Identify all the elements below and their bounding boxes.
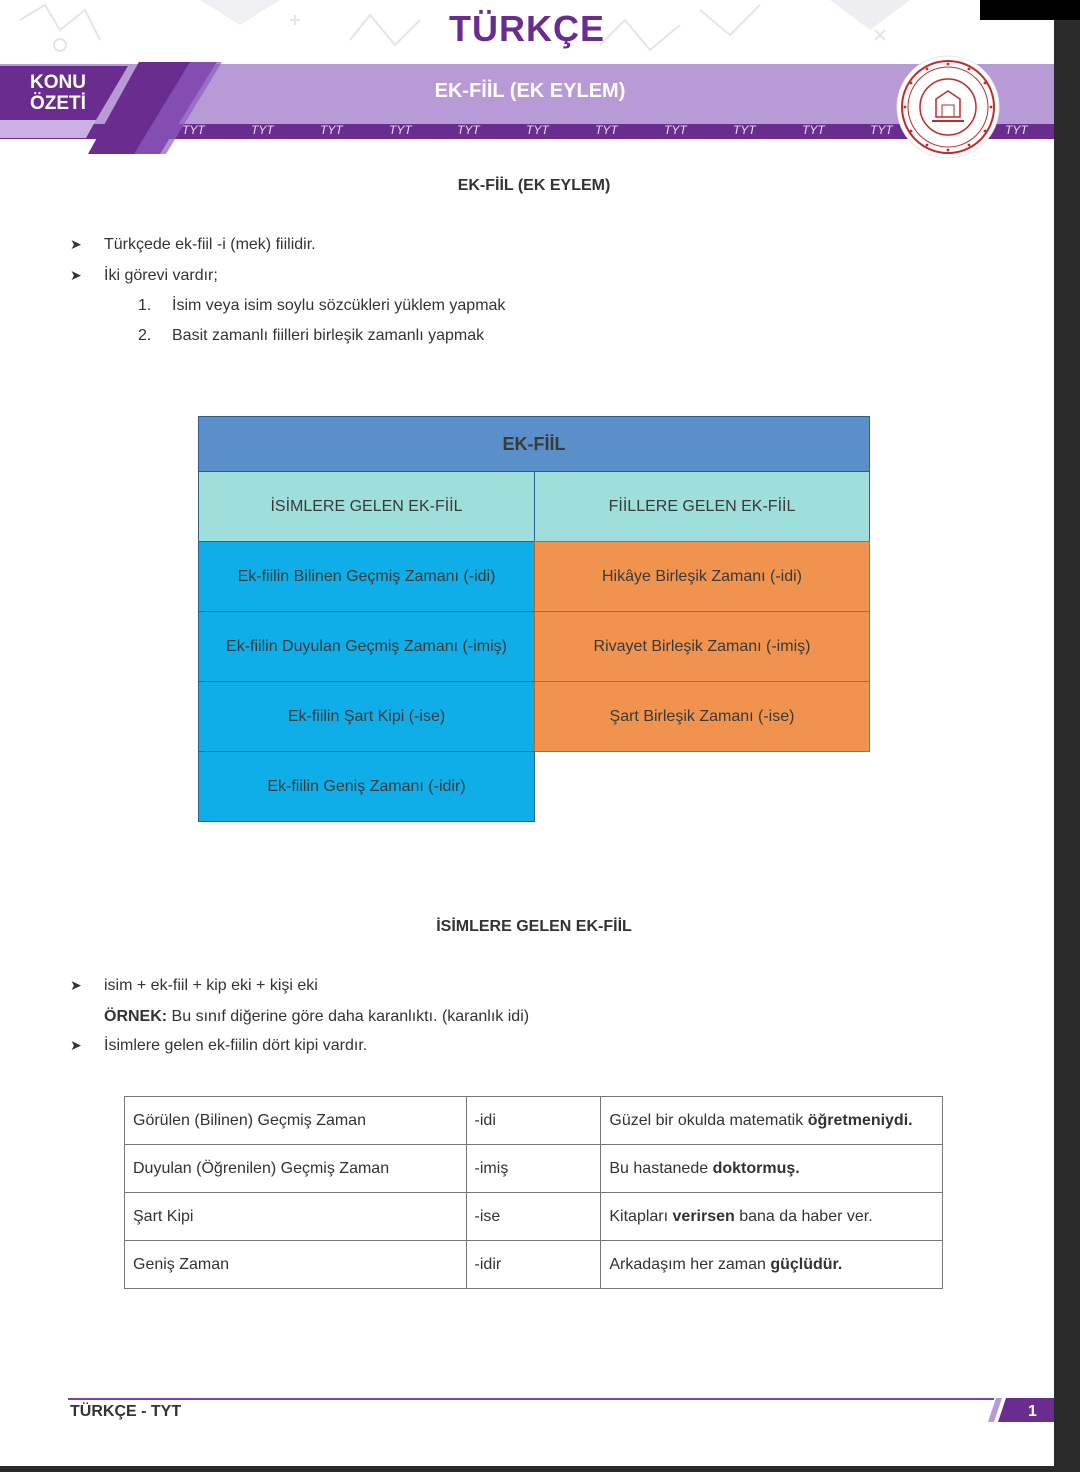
tyt-label: TYT [802,123,825,137]
page-badge-shape [988,1398,1054,1426]
numbered-item: 1. İsim veya isim soylu sözcükleri yüklem yapmak [138,297,506,314]
table-row [125,1145,943,1193]
page-title: TÜRKÇE [449,8,605,49]
kip-name: Duyulan (Öğrenilen) Geçmiş Zaman [125,1145,467,1193]
tyt-label: TYT [457,123,480,137]
bullet-item: ➤ Türkçede ek-fiil -i (mek) fiilidir. [70,236,316,253]
bullet-item: ➤ isim + ek-fiil + kip eki + kişi eki [70,977,318,994]
table-row [125,1097,943,1145]
diagram-left-item: Ek-fiilin Bilinen Geçmiş Zamanı (-idi) [198,541,535,612]
diagram-left-item: Ek-fiilin Duyulan Geçmiş Zamanı (-imiş) [198,611,535,682]
section-title-ekfiil: EK-FİİL (EK EYLEM) [457,177,611,194]
tyt-label: TYT [1005,123,1028,137]
bullet-item: ➤ İsimlere gelen ek-fiilin dört kipi vardır. [70,1037,368,1054]
kip-suffix: -idi [466,1097,601,1145]
footer-label: TÜRKÇE - TYT [70,1403,182,1420]
kip-suffix: -ise [466,1193,601,1241]
kip-name: Geniş Zaman [125,1241,467,1289]
kip-example: Kitapları verirsen bana da haber ver. [601,1193,943,1241]
tyt-label: TYT [251,123,274,137]
arrow-bullet-icon: ➤ [70,267,82,283]
section-title-isimlere: İSİMLERE GELEN EK-FİİL [436,918,632,935]
table-row [125,1241,943,1289]
page-number-badge [988,1398,1054,1426]
tyt-label: TYT [526,123,549,137]
page-edge [1054,20,1080,1472]
kip-name: Şart Kipi [125,1193,467,1241]
tyt-label: TYT [595,123,618,137]
footer-divider [68,1398,994,1400]
kip-example: Arkadaşım her zaman güçlüdür. [601,1241,943,1289]
arrow-bullet-icon: ➤ [70,1037,82,1053]
diagram-right-item: Şart Birleşik Zamanı (-ise) [534,681,870,752]
diagram-left-item: Ek-fiilin Geniş Zamanı (-idir) [198,751,535,822]
diagram-left-item: Ek-fiilin Şart Kipi (-ise) [198,681,535,752]
kip-example: Güzel bir okulda matematik öğretmeniydi. [601,1097,943,1145]
table-row [125,1193,943,1241]
konu-ozeti-badge: KONU ÖZETİ [30,72,86,114]
example-line: ÖRNEK: Bu sınıf diğerine göre daha karanlıktı. (karanlık idi) [104,1008,530,1025]
diagram-header: EK-FİİL [198,416,870,472]
tyt-label: TYT [320,123,343,137]
kip-table [124,1096,943,1289]
diagram-right-item: Rivayet Birleşik Zamanı (-imiş) [534,611,870,682]
diagram-right-title: FİİLLERE GELEN EK-FİİL [534,471,870,542]
kip-name: Görülen (Bilinen) Geçmiş Zaman [125,1097,467,1145]
tyt-label: TYT [870,123,893,137]
diagram-left-title: İSİMLERE GELEN EK-FİİL [198,471,535,542]
kip-example: Bu hastanede doktormuş. [601,1145,943,1193]
numbered-item: 2. Basit zamanlı fiilleri birleşik zamanlı yapmak [138,327,485,344]
tyt-label: TYT [733,123,756,137]
screen-corner [980,0,1080,20]
tyt-label: TYT [664,123,687,137]
diagram-right-item: Hikâye Birleşik Zamanı (-idi) [534,541,870,612]
ministry-seal-icon [896,55,1000,159]
banner-title: EK-FİİL (EK EYLEM) [434,80,626,102]
tyt-label: TYT [389,123,412,137]
arrow-bullet-icon: ➤ [70,977,82,993]
kip-suffix: -imiş [466,1145,601,1193]
arrow-bullet-icon: ➤ [70,236,82,252]
kip-suffix: -idir [466,1241,601,1289]
tyt-label: TYT [182,123,205,137]
page-number: 1 [1028,1403,1037,1420]
bullet-item: ➤ İki görevi vardır; [70,267,218,284]
